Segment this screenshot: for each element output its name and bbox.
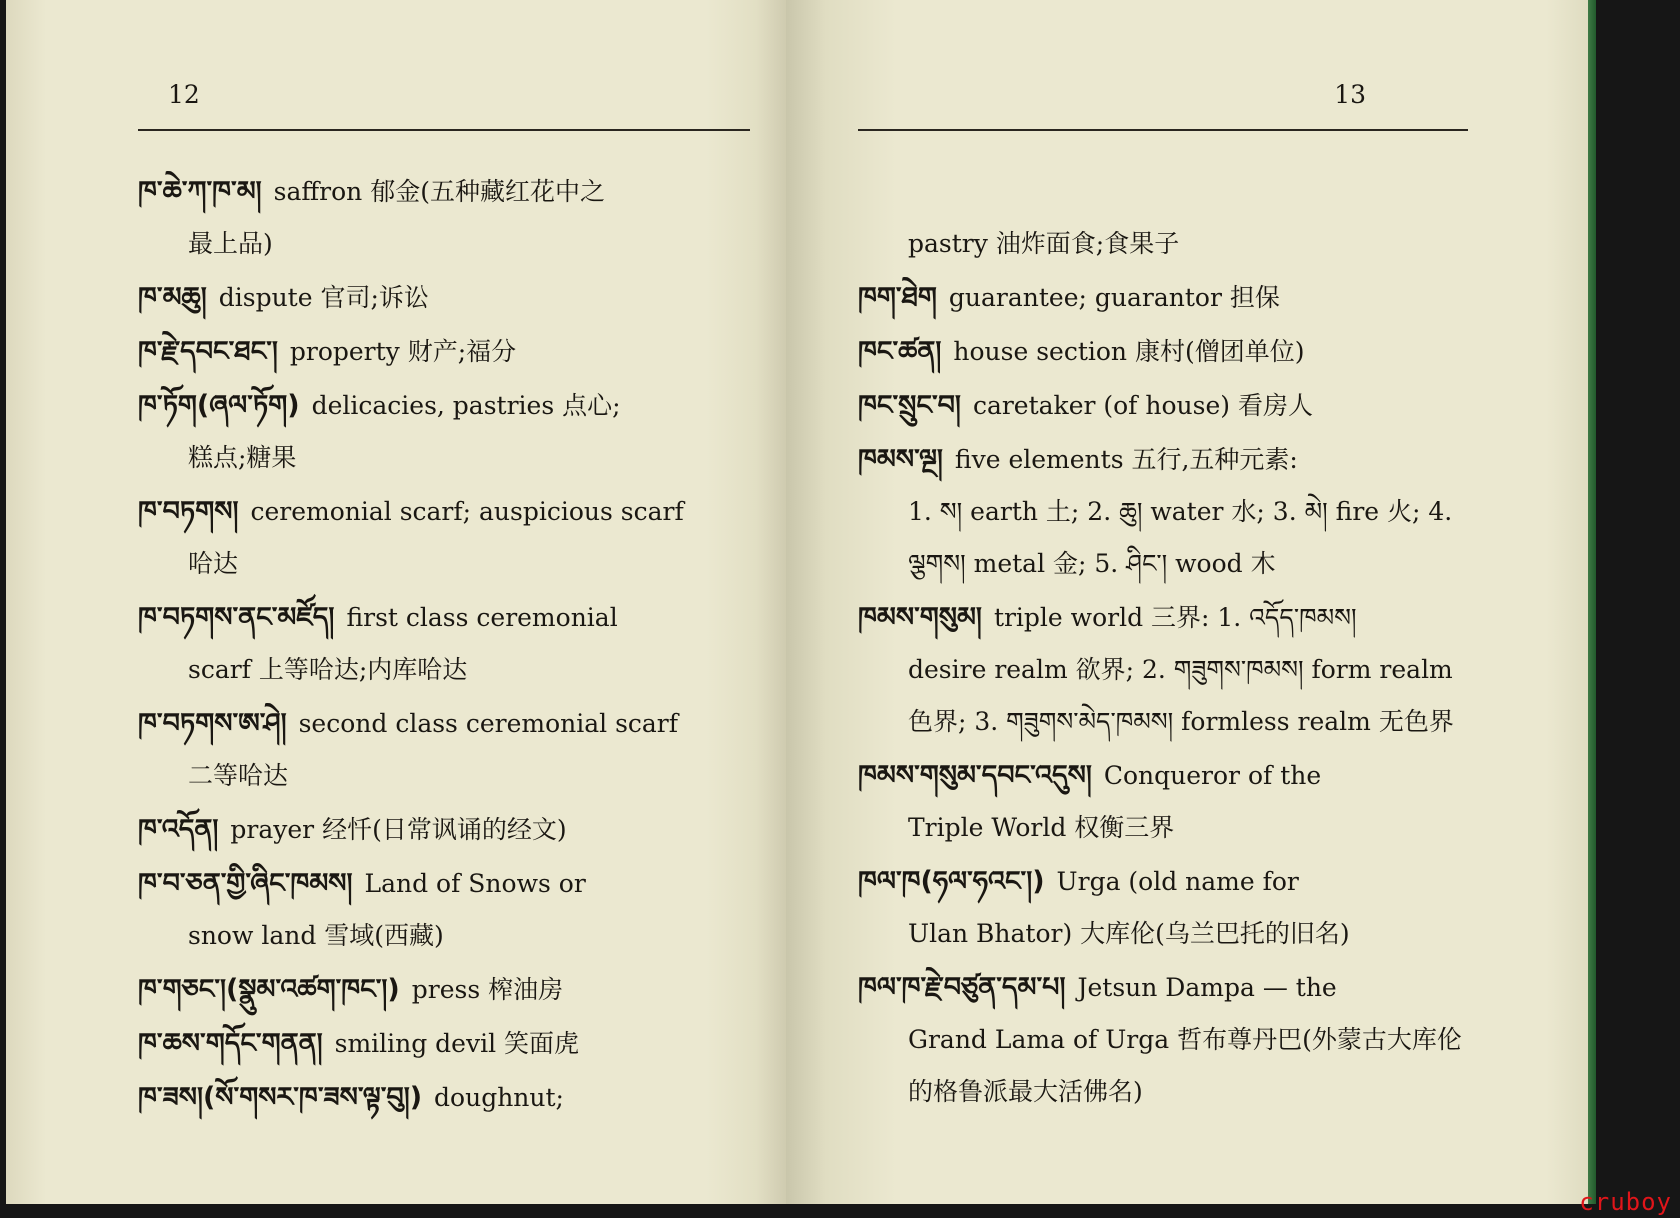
header-rule — [138, 129, 750, 131]
entry-gloss: delicacies, pastries 点心; — [311, 391, 621, 420]
tibetan-headword: ཁ་ཆས་གདོང་གནན། — [138, 1028, 323, 1059]
dictionary-entry — [858, 272, 1468, 324]
book-edge — [1588, 0, 1596, 1204]
tibetan-headword: ཁ་གཅང་།(སྣུམ་འཚག་ཁང་།) — [138, 974, 400, 1005]
dictionary-entry — [858, 962, 1468, 1118]
entry-continuation: Grand Lama of Urga 哲布尊丹巴(外蒙古大库伦的格鲁派最大活佛名) — [908, 1025, 1462, 1106]
entry-gloss: ceremonial scarf; auspicious scarf — [250, 497, 684, 526]
tibetan-headword: ཁག་ཐེག — [858, 282, 937, 313]
tibetan-headword: ཁ་ཆེ་ཀ་ཁ་མ། — [138, 176, 262, 207]
tibetan-headword: ཁམས་གསུམ་དབང་འདུས། — [858, 760, 1092, 791]
tibetan-headword: ཁ་འདོན། — [138, 814, 219, 845]
entry-continuation: 最上品) — [188, 229, 273, 258]
entry-continuation: 糕点;糖果 — [188, 443, 297, 472]
entry-continuation: 哈达 — [188, 549, 239, 578]
entry-gloss: Conqueror of the — [1103, 761, 1322, 790]
dictionary-entry — [858, 326, 1468, 378]
dictionary-entry — [858, 592, 1468, 748]
tibetan-headword: ཁང་སྲུང་བ། — [858, 390, 961, 421]
entry-gloss: saffron 郁金(五种藏红花中之 — [273, 177, 605, 206]
entry-continuation: Ulan Bhator) 大库伦(乌兰巴托的旧名) — [908, 919, 1350, 948]
tibetan-headword: ཁང་ཚན། — [858, 336, 942, 367]
entry-gloss: first class ceremonial — [346, 603, 618, 632]
entry-continuation: desire realm 欲界; 2. གཟུགས་ཁམས། form realm 色界; 3. གཟུགས་མེད་ཁམས། formless realm 无色界 — [908, 655, 1454, 736]
page-number: 13 — [1334, 80, 1366, 109]
entry-gloss: press 榨油房 — [411, 975, 564, 1004]
entry-gloss: Jetsun Dampa — the — [1077, 973, 1337, 1002]
dictionary-entry — [138, 166, 752, 270]
entry-continuation: snow land 雪域(西藏) — [188, 921, 444, 950]
dictionary-entry — [138, 380, 752, 484]
entry-gloss: triple world 三界: 1. འདོད་ཁམས། — [993, 603, 1357, 632]
dictionary-entry — [138, 858, 752, 962]
entry-gloss: caretaker (of house) 看房人 — [972, 391, 1313, 420]
entry-gloss: dispute 官司;诉讼 — [218, 283, 429, 312]
dictionary-entry — [138, 964, 752, 1016]
tibetan-headword: ཁ་བཏགས་ནང་མཛོད། — [138, 602, 335, 633]
tibetan-headword: ཁ་བཏགས་ཨ་ཤེ། — [138, 708, 287, 739]
dictionary-entry — [138, 592, 752, 696]
entry-gloss: doughnut; — [434, 1083, 564, 1112]
dictionary-entry — [858, 380, 1468, 432]
tibetan-headword: ཁ་མཆུ། — [138, 282, 207, 313]
dictionary-entry — [138, 486, 752, 590]
tibetan-headword: ཁལ་ཁ་རྗེ་བཙུན་དམ་པ། — [858, 972, 1066, 1003]
tibetan-headword: ཁ་ཟས།(སོ་གསར་ཁ་ཟས་ལྟ་བུ།) — [138, 1082, 423, 1113]
entry-gloss: Land of Snows or — [364, 869, 586, 898]
page-number: 12 — [168, 80, 200, 109]
dictionary-entry — [138, 272, 752, 324]
watermark: cruboy — [1579, 1188, 1672, 1216]
dictionary-entry — [138, 1018, 752, 1070]
tibetan-headword: ཁ་བཏགས། — [138, 496, 239, 527]
dictionary-entry — [138, 804, 752, 856]
dictionary-entry — [858, 856, 1468, 960]
entry-gloss: house section 康村(僧团单位) — [953, 337, 1305, 366]
dictionary-entry — [858, 434, 1468, 590]
dictionary-entry — [138, 326, 752, 378]
tibetan-headword: ཁལ་ཁ(ཧལ་ཧའང་།) — [858, 866, 1045, 897]
dictionary-entry — [858, 166, 1468, 270]
tibetan-headword: ཁ་ཏོག(ཞལ་ཏོག) — [138, 390, 300, 421]
entry-list — [138, 166, 752, 1126]
tibetan-headword: ཁམས་གསུམ། — [858, 602, 982, 633]
tibetan-headword: ཁ་རྗེ་དབང་ཐང་། — [138, 336, 278, 367]
entry-gloss: smiling devil 笑面虎 — [334, 1029, 580, 1058]
entry-continuation: 二等哈达 — [188, 761, 289, 790]
entry-continuation: 1. ས། earth 土; 2. ཆུ། water 水; 3. མེ། fire 火; 4. ལྕགས། metal 金; 5. ཤིང་། wood 木 — [908, 497, 1453, 578]
dictionary-entry — [138, 698, 752, 802]
entry-continuation: pastry 油炸面食;食果子 — [908, 229, 1180, 258]
entry-gloss: five elements 五行,五种元素: — [954, 445, 1298, 474]
left-page — [6, 0, 786, 1204]
dictionary-entry — [138, 1072, 752, 1124]
entry-gloss: Urga (old name for — [1056, 867, 1299, 896]
entry-gloss: guarantee; guarantor 担保 — [948, 283, 1280, 312]
header-rule — [858, 129, 1468, 131]
tibetan-headword: ཁམས་ལྔ། — [858, 444, 943, 475]
entry-continuation: Triple World 权衡三界 — [908, 813, 1175, 842]
entry-gloss: second class ceremonial scarf — [298, 709, 679, 738]
entry-list — [858, 166, 1468, 1120]
entry-gloss: property 财产;福分 — [289, 337, 517, 366]
dictionary-entry — [858, 750, 1468, 854]
tibetan-headword: ཁ་བ་ཅན་གྱི་ཞིང་ཁམས། — [138, 868, 353, 899]
right-page — [786, 0, 1588, 1204]
entry-gloss: prayer 经忏(日常讽诵的经文) — [230, 815, 567, 844]
entry-continuation: scarf 上等哈达;内库哈达 — [188, 655, 468, 684]
